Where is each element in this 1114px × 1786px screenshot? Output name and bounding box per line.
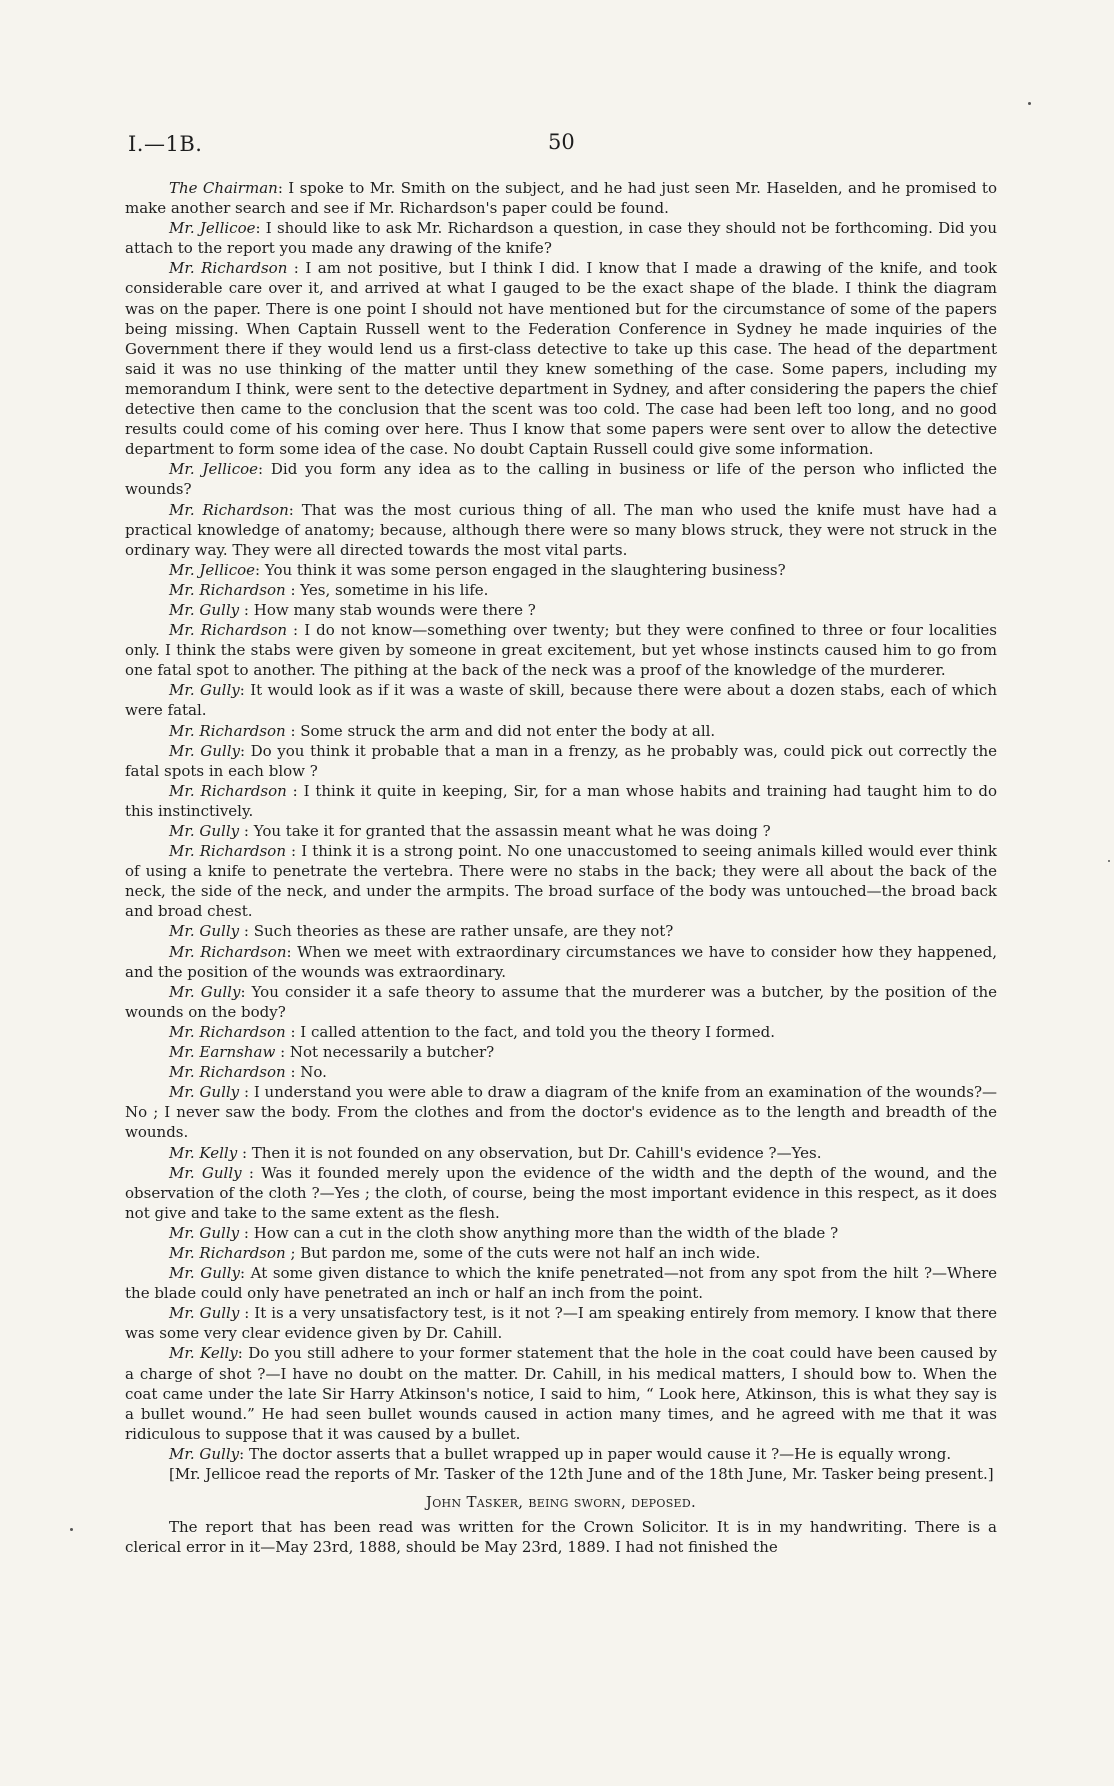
speaker-name: Mr. Gully (169, 822, 240, 840)
paragraph-text: Was it founded merely upon the evidence of the width and the depth of the wound, and the observation of the cloth ?—Yes ; the cloth, of course, being the most important evidence in this respect, as it does not give and take to the same extent as the flesh. (125, 1163, 997, 1222)
transcript-paragraph (125, 1082, 997, 1142)
speaker-name: Mr. Richardson (169, 259, 288, 278)
transcript-paragraph (125, 942, 997, 982)
speaker-separator: : (285, 721, 301, 740)
speaker-separator: : (286, 942, 298, 961)
speaker-separator: : (285, 1063, 301, 1082)
transcript-paragraph (125, 781, 997, 821)
paragraph-text: You consider it a safe theory to assume that the murderer was a butcher, by the position of the wounds on the body? (125, 982, 997, 1021)
speaker-separator: : (277, 179, 289, 197)
transcript-paragraph (125, 1223, 997, 1243)
transcript-paragraph (125, 500, 997, 560)
speaker-separator: : (239, 822, 254, 840)
speaker-separator: : (239, 1223, 254, 1242)
speaker-separator: : (239, 681, 251, 700)
speaker-name: Mr. Jellicoe (169, 460, 259, 479)
speaker-name: Mr. Gully (169, 922, 240, 941)
speaker-name: Mr. Richardson (169, 500, 289, 519)
paragraph-text: That was the most curious thing of all. The man who used the knife must have had a practical knowledge of anatomy; because, although there were so many blows struck, they were not struck in the ordinary way. They were all directed towards the most vital parts. (125, 500, 997, 559)
speaker-separator: : (239, 600, 254, 619)
paragraph-text: Such theories as these are rather unsafe, are they not? (253, 922, 674, 941)
transcript-paragraph (125, 1143, 997, 1163)
document-reference: I.—1B. (128, 132, 203, 156)
page-number: 50 (548, 130, 575, 154)
page-speck (70, 1528, 73, 1531)
paragraph-text: Yes, sometime in his life. (300, 580, 489, 599)
speaker-separator: : (239, 922, 254, 941)
transcript-paragraph (125, 821, 997, 841)
speaker-name: Mr. Gully (169, 1083, 240, 1102)
paragraph-text: I do not know—something over twenty; but they were confined to three or four localities only. I think the stabs were given by someone in great excitement, but yet whose instincts caused him to go from one fatal spot to another. The pithing at the back of the neck was a proof of the knowledge of the murderer. (125, 621, 997, 680)
speaker-separator: : (240, 982, 252, 1001)
speaker-name: Mr. Jellicoe (169, 219, 256, 238)
paragraph-text: I should like to ask Mr. Richardson a question, in case they should not be forthcoming. Did you attach to the report you made any drawing of the knife? (125, 219, 997, 258)
speaker-separator: : (239, 741, 251, 760)
speaker-name: The Chairman (169, 179, 278, 197)
transcript-paragraph (125, 1022, 997, 1042)
paragraph-text: It would look as if it was a waste of skill, because there were about a dozen stabs, each of which were fatal. (125, 681, 997, 720)
transcript-paragraph (125, 721, 997, 741)
paragraph-text: At some given distance to which the knife penetrated—not from any spot from the hilt ?—Where the blade could only have penetrated an inch or half an inch from the point. (125, 1264, 997, 1303)
speaker-separator: : (285, 842, 302, 861)
speaker-separator: : (275, 1043, 290, 1062)
speaker-name: Mr. Kelly (169, 1344, 238, 1363)
transcript-paragraph (125, 560, 997, 580)
transcript-paragraph (125, 1464, 997, 1484)
speaker-separator: ; (285, 1243, 301, 1262)
transcript-paragraph (125, 178, 997, 218)
transcript-body (125, 178, 997, 1557)
closing-paragraph: The report that has been read was written for the Crown Solicitor. It is in my handwriting. There is a clerical error in it—May 23rd, 1888, should be May 23rd, 1889. I had not finished the (125, 1518, 997, 1557)
transcript-paragraph (125, 921, 997, 941)
speaker-name: Mr. Gully (169, 600, 240, 619)
paragraph-text: Not necessarily a butcher? (289, 1043, 495, 1062)
speaker-name: Mr. Gully (169, 1264, 240, 1283)
transcript-paragraph (125, 1303, 997, 1343)
speaker-name: Mr. Gully (169, 741, 240, 760)
paragraph-text: Then it is not founded on any observation, but Dr. Cahill's evidence ?—Yes. (251, 1143, 822, 1162)
transcript-paragraph (125, 620, 997, 680)
speaker-separator: : (237, 1344, 249, 1363)
speaker-separator: : (239, 1444, 249, 1463)
speaker-separator: : (239, 1264, 251, 1283)
transcript-paragraph (125, 1163, 997, 1223)
paragraph-text: Some struck the arm and did not enter the body at all. (300, 721, 716, 740)
speaker-name: Mr. Richardson (169, 621, 287, 640)
paragraph-text: But pardon me, some of the cuts were not half an inch wide. (300, 1243, 761, 1262)
paragraph-text: I understand you were able to draw a diagram of the knife from an examination of the wounds?—No ; I never saw the body. From the clothes and from the doctor's evidence as to the length and breadth of the wounds. (125, 1083, 997, 1142)
speaker-name: Mr. Gully (169, 1444, 240, 1463)
speaker-name: Mr. Richardson (169, 580, 286, 599)
paragraph-text: Do you think it probable that a man in a frenzy, as he probably was, could pick out correctly the fatal spots in each blow ? (125, 741, 997, 780)
paragraph-text: How can a cut in the cloth show anything more than the width of the blade ? (253, 1223, 839, 1242)
speaker-name: Mr. Gully (169, 1223, 240, 1242)
speaker-name: Mr. Gully (169, 681, 240, 700)
transcript-paragraph (125, 218, 997, 258)
speaker-separator: : (286, 781, 304, 800)
transcript-paragraph (125, 1263, 997, 1303)
transcript-paragraph (125, 1444, 997, 1464)
paragraph-text: You take it for granted that the assassin meant what he was doing ? (253, 822, 771, 840)
transcript-paragraph (125, 841, 997, 921)
transcript-paragraph (125, 982, 997, 1022)
speaker-name: Mr. Richardson (169, 1022, 286, 1041)
paragraph-text: It is a very unsatisfactory test, is it not ?—I am speaking entirely from memory. I know that there was some very clear evidence given by Dr. Cahill. (125, 1304, 998, 1343)
paragraph-text: I think it is a strong point. No one unaccustomed to seeing animals killed would ever think of using a knife to penetrate the vertebra. There were no stabs in the back; they were all about the back of the neck, the side of the neck, and under the armpits. The broad surface of the body was untouched—the broad back and broad chest. (125, 842, 997, 921)
transcript-paragraph (125, 459, 997, 499)
speaker-separator: : (255, 219, 266, 238)
witness-heading (125, 1492, 997, 1512)
speaker-name: Mr. Jellicoe (169, 560, 256, 579)
paragraph-text: How many stab wounds were there ? (253, 600, 536, 619)
speaker-separator: : (239, 1304, 255, 1323)
speaker-name: Mr. Gully (169, 1163, 242, 1182)
speaker-separator: : (255, 560, 265, 579)
speaker-separator: : (258, 460, 271, 479)
transcript-paragraph (125, 680, 997, 720)
speaker-name: Mr. Richardson (169, 781, 287, 800)
transcript-paragraph (125, 1243, 997, 1263)
transcript-paragraph (125, 258, 997, 459)
speaker-name: Mr. Gully (169, 982, 241, 1001)
speaker-name: Mr. Richardson (169, 1063, 286, 1082)
paragraph-text: Did you form any idea as to the calling in business or life of the person who inflicted the wounds? (125, 460, 997, 499)
paragraph-text: I am not positive, but I think I did. I know that I made a drawing of the knife, and took considerable care over it, and arrived at what I gauged to be the exact shape of the blade. I think the diagram was on the paper. There is one point I should not have mentioned but for the circumstance of some of the papers being missing. When Captain Russell went to the Federation Conference in Sydney he made inquiries of the Government there if they would lend us a first-class detective to take up this case. The head of the department said it was no use thinking of the matter until they knew something of the case. Some papers, including my memorandum I think, were sent to the detective department in Sydney, and after considering the papers the chief detective then came to the conclusion that the scent was too cold. The case had been left too long, and no good results could come of his coming over here. Thus I know that some papers were sent over to allow the detective department to form some idea of the case. No doubt Captain Russell could give some information. (125, 259, 997, 459)
paragraph-text: When we meet with extraordinary circumstances we have to consider how they happened, and the position of the wounds was extraordinary. (125, 942, 997, 981)
transcript-paragraph (125, 1042, 997, 1062)
speaker-name: Mr. Richardson (169, 842, 286, 861)
transcript-paragraphs (125, 178, 997, 1484)
speaker-separator: : (237, 1143, 252, 1162)
speaker-separator: : (241, 1163, 262, 1182)
speaker-separator: : (239, 1083, 254, 1102)
speaker-name: Mr. Gully (169, 1304, 240, 1323)
transcript-paragraph (125, 741, 997, 781)
paragraph-text: [Mr. Jellicoe read the reports of Mr. Tasker of the 12th June and of the 18th June, Mr. Tasker being present.] (169, 1465, 994, 1483)
speaker-name: Mr. Richardson (169, 721, 286, 740)
paragraph-text: No. (300, 1063, 327, 1082)
paragraph-text: I called attention to the fact, and told you the theory I formed. (300, 1022, 775, 1041)
speaker-name: Mr. Earnshaw (169, 1043, 276, 1062)
speaker-separator: : (288, 500, 302, 519)
page-speck (1108, 860, 1110, 862)
speaker-name: Mr. Richardson (169, 1243, 286, 1262)
transcript-paragraph (125, 580, 997, 600)
transcript-paragraph (125, 1343, 997, 1443)
speaker-separator: : (285, 580, 301, 599)
speaker-separator: : (285, 1022, 301, 1041)
paragraph-text: I think it quite in keeping, Sir, for a man whose habits and training had taught him to do this instinctively. (125, 781, 997, 820)
transcript-paragraph (125, 1062, 997, 1082)
paragraph-text: Do you still adhere to your former statement that the hole in the coat could have been caused by a charge of shot ?—I have no doubt on the matter. Dr. Cahill, in his medical matters, I should bow to. When the coat came under the late Sir Harry Atkinson's notice, I said to him, “ Look here, Atkinson, this is what they say is a bullet wound.” He had seen bullet wounds caused in action many times, and he agreed with me that it was ridiculous to suppose that it was caused by a bullet. (125, 1344, 997, 1443)
paragraph-text: I spoke to Mr. Smith on the subject, and he had just seen Mr. Haselden, and he promised to make another search and see if Mr. Richardson's paper could be found. (125, 179, 997, 218)
page-speck (1028, 102, 1031, 105)
speaker-separator: : (286, 621, 305, 640)
transcript-paragraph (125, 600, 997, 620)
paragraph-text: You think it was some person engaged in the slaughtering business? (264, 560, 786, 579)
witness-heading-text: John Tasker, being sworn, deposed. (425, 1493, 697, 1512)
speaker-name: Mr. Richardson (169, 942, 287, 961)
speaker-separator: : (287, 259, 306, 278)
speaker-name: Mr. Kelly (169, 1143, 238, 1162)
paragraph-text: The doctor asserts that a bullet wrapped up in paper would cause it ?—He is equally wrong. (248, 1444, 952, 1463)
